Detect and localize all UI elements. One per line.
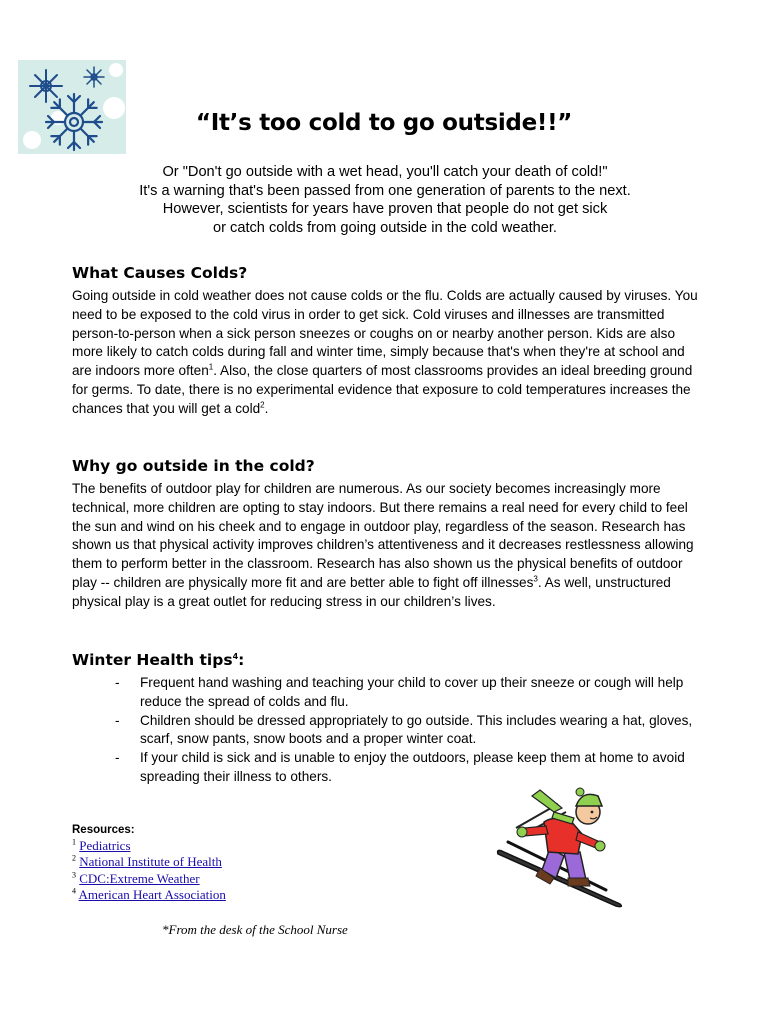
intro-line: However, scientists for years have proven that people do not get sick [162, 201, 608, 217]
why-paragraph: The benefits of outdoor play for children are numerous. As our society becomes increasingly more technical, more children are opting to stay indoors. But there remains a real need for every child to feel the sun and wind on his cheek and to engage in outdoor play, regardless of the season. Research has shown us that physical activity improves children’s attentiveness and it decreases restlessness allowing them to perform better in the classroom. Research has also shown us the physical benefits of outdoor play -- children are physically more fit and are better able to fight off illnesses$^3$. As well, unstructured physical play is a great outlet for reducing stress in our children’s lives. [72, 481, 694, 609]
resource-link-nih[interactable]: National Institute of Health [79, 854, 222, 870]
resource-item: $^1$ Pediatrics [72, 837, 131, 854]
resource-item: $^4$ American Heart Association [72, 886, 226, 902]
intro-line: Or "Don't go outside with a wet head, you'll catch your death of cold!" [162, 164, 608, 180]
list-item: - If your child is sick and is unable to enjoy the outdoors, please keep them at home to avoid spreading their illness to others. [115, 750, 685, 784]
resource-link-pediatrics[interactable]: Pediatrics [79, 838, 131, 854]
footnote-ref: 4 [232, 651, 239, 661]
footnote-ref: 3 [533, 574, 538, 584]
resource-item: $^2$ National Institute of Health [72, 854, 222, 870]
intro-paragraph [70, 163, 700, 237]
intro-line: It's a warning that's been passed from one generation of parents to the next. [139, 182, 631, 199]
intro-line: or catch colds from going outside in the cold weather. [213, 219, 557, 236]
list-item: - Children should be dressed appropriately to go outside. This includes wearing a hat, gloves, scarf, snow pants, snow boots and a proper winter coat. [115, 712, 693, 747]
resource-link-aha[interactable]: American Heart Association [78, 886, 226, 902]
footnote-ref: 2 [260, 400, 265, 410]
skier-clipart-icon [494, 782, 624, 912]
list-item: - Frequent hand washing and teaching your child to cover up their sneeze or cough will help reduce the spread of colds and flu. [115, 675, 684, 709]
resources-heading: Resources: [72, 824, 135, 836]
resource-item: $^3$ CDC:Extreme Weather [72, 870, 200, 886]
section-heading-causes: What Causes Colds? [72, 264, 248, 282]
page-title: “It’s too cold to go outside!!” [195, 110, 573, 136]
tips-list [115, 674, 715, 787]
snowflake-clipart-icon [18, 60, 126, 154]
causes-paragraph: Going outside in cold weather does not cause colds or the flu. Colds are actually caused by viruses. You need to be exposed to the cold virus in order to get sick. Cold viruses and illnesses are transmitted person-to-person when a sick person sneezes or coughs on or nearby another person. Kids are also more likely to catch colds during fall and winter time, simply because that's when they're at school and are indoors more often$^1$. Also, the close quarters of most classrooms provides an ideal breeding ground for germs. To date, there is no experimental evidence that exposure to cold temperatures increases the chances that you will get a cold$^2$. [72, 288, 698, 416]
footer-note: *From the desk of the School Nurse [162, 922, 348, 937]
section-heading-why: Why go outside in the cold? [72, 457, 315, 475]
section-heading-tips: Winter Health tips$^4$: [72, 651, 245, 669]
footnote-ref: 1 [208, 362, 214, 372]
resources-section [72, 822, 392, 903]
resource-link-cdc[interactable]: CDC:Extreme Weather [79, 870, 200, 886]
